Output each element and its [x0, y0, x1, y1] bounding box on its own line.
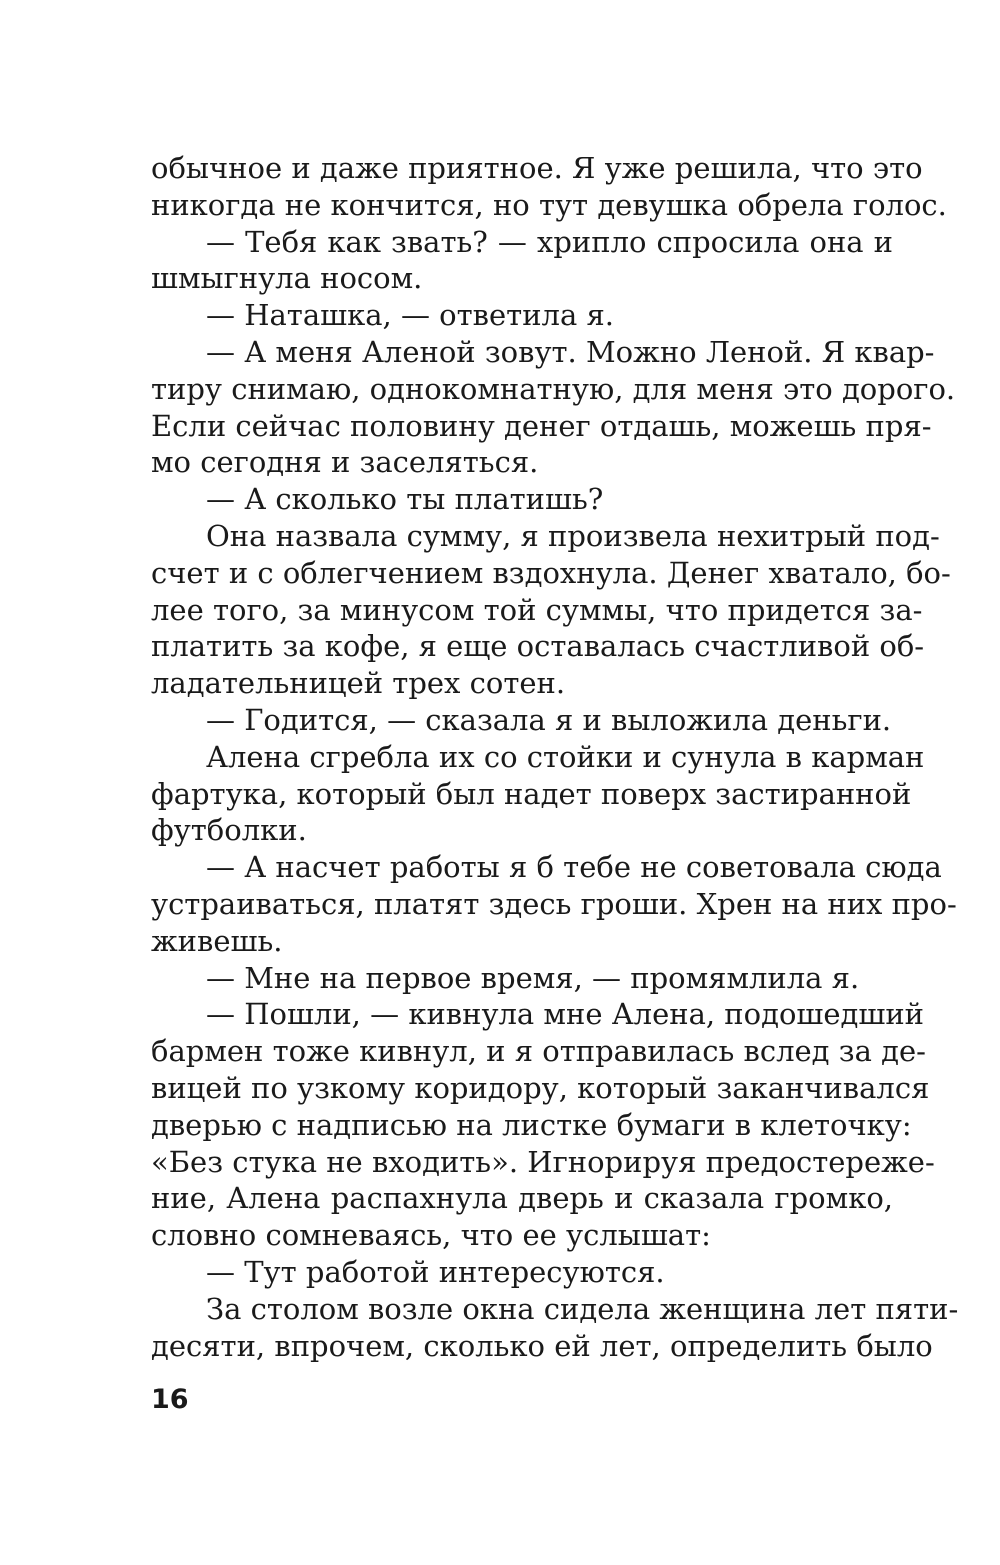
text-line: лее того, за минусом той суммы, что придется за- — [151, 592, 923, 627]
page-number: 16 — [151, 1384, 189, 1415]
text-line: никогда не кончится, но тут девушка обрела голос. — [151, 187, 947, 222]
text-line: — А меня Аленой зовут. Можно Леной. Я квар- — [206, 334, 935, 369]
text-line: — А насчет работы я б тебе не советовала сюда — [206, 850, 942, 885]
text-line: вицей по узкому коридору, который заканчивался — [151, 1070, 930, 1105]
text-line: «Без стука не входить». Игнорируя предостереже- — [151, 1144, 935, 1179]
text-line: ладательницей трех сотен. — [151, 666, 566, 701]
text-line: — А сколько ты платишь? — [206, 482, 604, 517]
body-text — [151, 150, 959, 1364]
text-line: — Тебя как звать? — хрипло спросила она и — [206, 224, 893, 259]
text-line: ние, Алена распахнула дверь и сказала громко, — [151, 1181, 893, 1216]
text-line: — Мне на первое время, — промямлила я. — [206, 960, 860, 995]
text-line: живешь. — [151, 923, 283, 958]
text-line: шмыгнула носом. — [151, 261, 423, 296]
text-line: словно сомневаясь, что ее услышат: — [151, 1218, 711, 1253]
text-line: бармен тоже кивнул, и я отправилась вслед за де- — [151, 1034, 926, 1069]
text-line: десяти, впрочем, сколько ей лет, определить было — [151, 1328, 933, 1363]
text-line: обычное и даже приятное. Я уже решила, что это — [151, 151, 923, 185]
text-line: мо сегодня и заселяться. — [151, 445, 539, 480]
text-line: футболки. — [151, 813, 307, 848]
text-line: дверью с надписью на листке бумаги в клеточку: — [151, 1107, 912, 1142]
text-line: За столом возле окна сидела женщина лет пяти- — [206, 1291, 959, 1326]
text-line: — Тут работой интересуются. — [206, 1254, 665, 1289]
text-line: Она назвала сумму, я произвела нехитрый под- — [206, 518, 940, 553]
text-line: — Годится, — сказала я и выложила деньги. — [206, 702, 892, 737]
text-line: — Пошли, — кивнула мне Алена, подошедший — [206, 997, 925, 1032]
text-line: Алена сгребла их со стойки и сунула в карман — [206, 739, 925, 774]
text-line: тиру снимаю, однокомнатную, для меня это дорого. — [151, 371, 956, 406]
text-line: Если сейчас половину денег отдашь, можешь пря- — [151, 408, 932, 443]
text-line: счет и с облегчением вздохнула. Денег хватало, бо- — [151, 555, 951, 590]
text-line: фартука, который был надет поверх застиранной — [151, 776, 912, 811]
text-line: — Наташка, — ответила я. — [206, 298, 614, 333]
text-line: платить за кофе, я еще оставалась счастливой об- — [151, 629, 925, 664]
text-line: устраиваться, платят здесь гроши. Хрен на них про- — [151, 886, 957, 921]
